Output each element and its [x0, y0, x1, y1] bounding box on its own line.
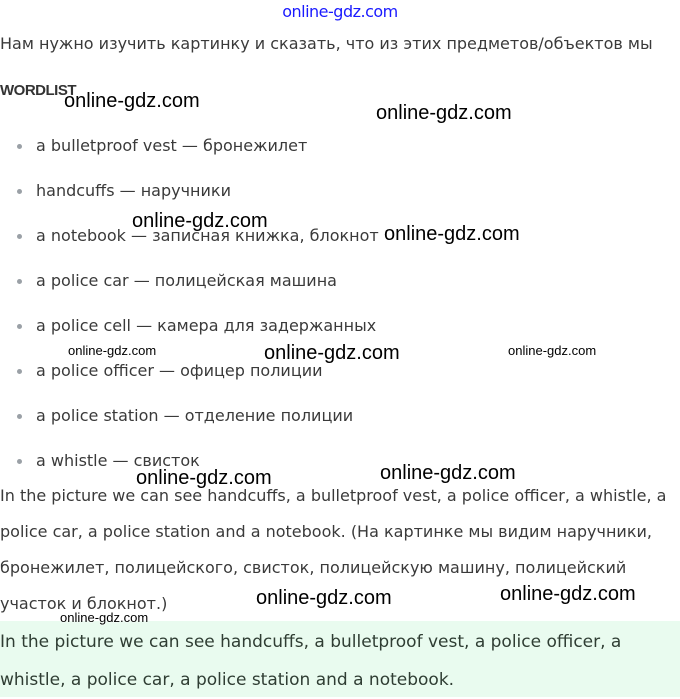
watermark: online-gdz.com: [500, 583, 636, 605]
watermark: online-gdz.com: [68, 343, 157, 358]
watermark: online-gdz.com: [136, 467, 272, 489]
watermark: online-gdz.com: [264, 342, 400, 364]
list-item: a whistle — свисток: [0, 443, 379, 488]
list-item: a police officer — офицер полиции: [0, 353, 379, 398]
watermark: online-gdz.com: [132, 210, 268, 232]
watermark: online-gdz.com: [60, 610, 149, 625]
watermark: online-gdz.com: [376, 102, 512, 124]
list-item: a bulletproof vest — бронежилет: [0, 128, 379, 173]
wordlist-heading: WORDLIST: [0, 82, 76, 99]
list-item: a notebook — записная книжка, блокнот: [0, 218, 379, 263]
list-item: a police station — отделение полиции: [0, 398, 379, 443]
answer-text: In the picture we can see handcuffs, a bulletproof vest, a police officer, a whistle, a police car, a police station and a notebook.: [0, 632, 622, 690]
watermark: online-gdz.com: [256, 587, 392, 609]
list-item: handcuffs — наручники: [0, 173, 379, 218]
watermark: online-gdz.com: [508, 343, 597, 358]
answer-box: [0, 621, 680, 697]
explanation-paragraph: In the picture we can see handcuffs, a bulletproof vest, a police officer, a whistle, a police car, a police station and a notebook. (На картинке мы видим наручники, бронежилет, полицейского, свисток, полицейскую машину, полицейский участок и блокнот.): [0, 486, 667, 613]
watermark: online-gdz.com: [380, 462, 516, 484]
list-item: a police cell — камера для задержанных: [0, 308, 379, 353]
watermark: online-gdz.com: [384, 223, 520, 245]
watermark: online-gdz.com: [64, 90, 200, 112]
list-item: a police car — полицейская машина: [0, 263, 379, 308]
intro-text: Нам нужно изучить картинку и сказать, что из этих предметов/объектов мы: [0, 34, 653, 53]
wordlist: [0, 128, 379, 488]
site-watermark-top: online-gdz.com: [282, 2, 398, 21]
